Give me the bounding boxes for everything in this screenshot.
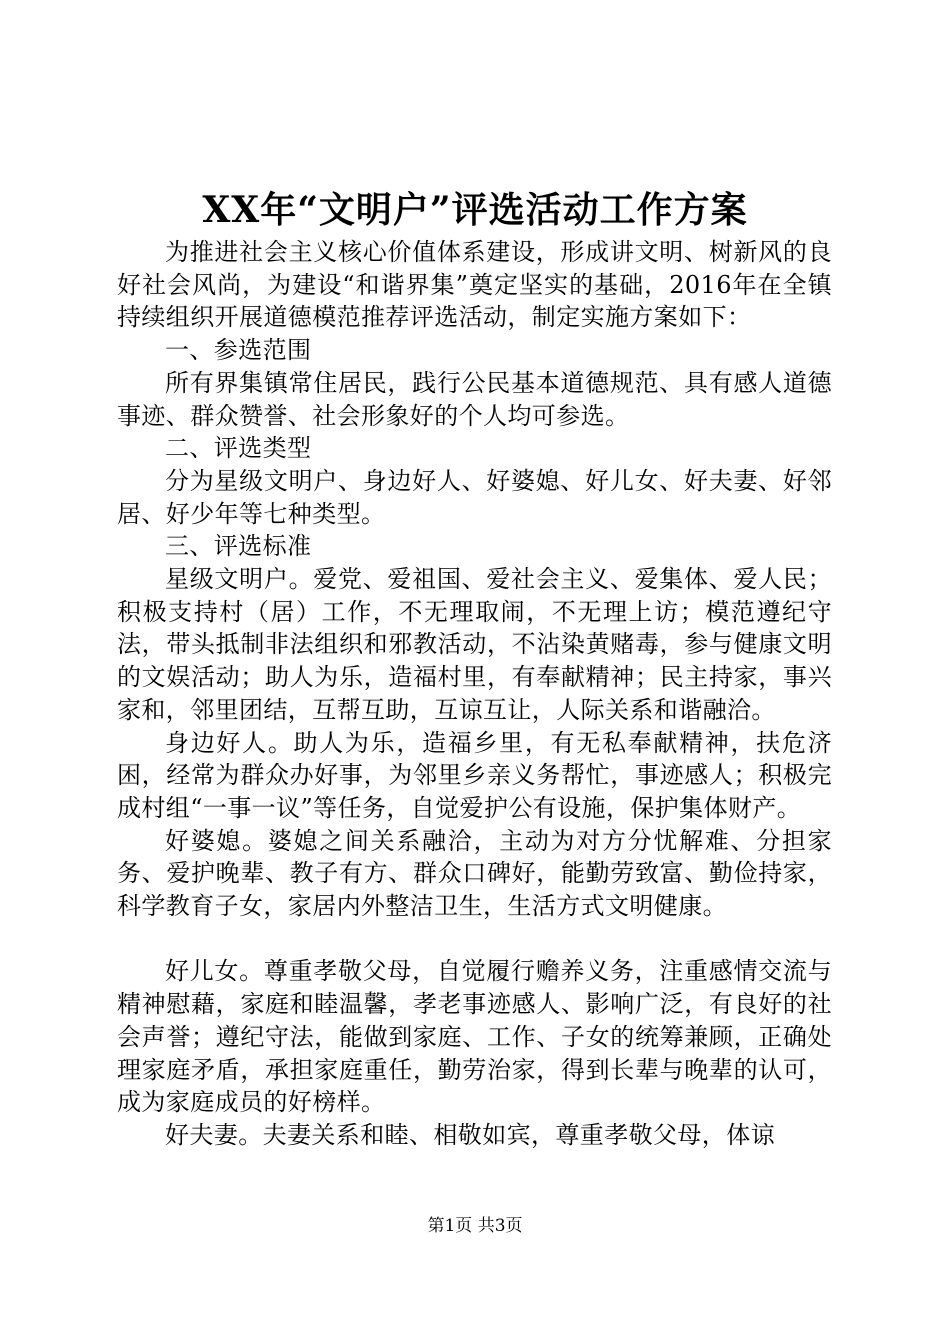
document-body	[117, 236, 832, 1152]
section-heading-scope: 一、参选范围	[165, 336, 312, 365]
intro-paragraph: 为推进社会主义核心价值体系建设，形成讲文明、树新风的良好社会风尚，为建设“和谐界集”奠定坚实的基础，2016年在全镇持续组织开展道德模范推荐评选活动，制定实施方案如下：	[117, 238, 832, 332]
criteria-star-household: 星级文明户。爱党、爱祖国、爱社会主义、爱集体、爱人民；积极支持村（居）工作，不无理取闹，不无理上访；模范遵纪守法，带头抵制非法组织和邪教活动，不沾染黄赌毒，参与健康文明的文娱活动；助人为乐，造福村里，有奉献精神；民主持家，事兴家和，邻里团结，互帮互助，互谅互让，人际关系和谐融洽。	[117, 565, 832, 724]
document-title: XX年“文明户”评选活动工作方案	[202, 189, 748, 231]
section-heading-criteria: 三、评选标准	[165, 532, 312, 561]
section-heading-types: 二、评选类型	[165, 434, 312, 463]
scope-paragraph: 所有界集镇常住居民，践行公民基本道德规范、具有感人道德事迹、群众赞誉、社会形象好的个人均可参选。	[117, 368, 832, 430]
criteria-good-person: 身边好人。助人为乐，造福乡里，有无私奉献精神，扶危济困，经常为群众办好事，为邻里乡亲义务帮忙，事迹感人；积极完成村组“一事一议”等任务，自觉爱护公有设施，保护集体财产。	[117, 728, 832, 822]
types-paragraph: 分为星级文明户、身边好人、好婆媳、好儿女、好夫妻、好邻居、好少年等七种类型。	[117, 466, 832, 528]
page-footer: 第1页 共3页	[427, 1216, 523, 1236]
criteria-good-children: 好儿女。尊重孝敬父母，自觉履行赡养义务，注重感情交流与精神慰藉，家庭和睦温馨，孝老事迹感人、影响广泛，有良好的社会声誉；遵纪守法，能做到家庭、工作、子女的统筹兼顾，正确处理家庭矛盾，承担家庭重任，勤劳治家，得到长辈与晚辈的认可，成为家庭成员的好榜样。	[117, 957, 832, 1117]
criteria-good-couple: 好夫妻。夫妻关系和睦、相敬如宾，尊重孝敬父母，体谅	[165, 1120, 775, 1149]
criteria-good-in-laws: 好婆媳。婆媳之间关系融洽，主动为对方分忧解难、分担家务、爱护晚辈、教子有方、群众口碑好，能勤劳致富、勤俭持家，科学教育子女，家居内外整洁卫生，生活方式文明健康。	[117, 826, 832, 921]
